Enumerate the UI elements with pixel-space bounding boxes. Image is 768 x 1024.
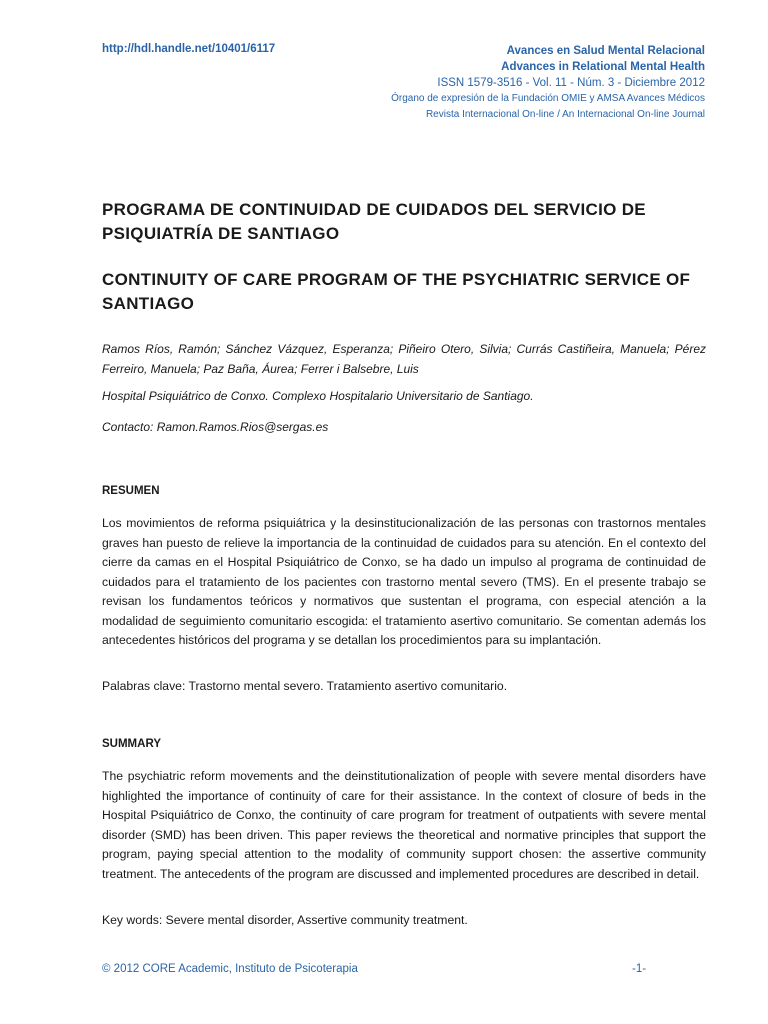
summary-heading: SUMMARY — [102, 738, 161, 750]
article-title-spanish: PROGRAMA DE CONTINUIDAD DE CUIDADOS DEL SERVICIO DE PSIQUIATRÍA DE SANTIAGO — [102, 200, 646, 243]
palabras-clave: Palabras clave: Trastorno mental severo. Tratamiento asertivo comunitario. — [102, 679, 508, 693]
contact-email: Contacto: Ramon.Ramos.Rios@sergas.es — [102, 420, 329, 434]
online-journal-line: Revista Internacional On-line / An Internacional On-line Journal — [425, 109, 705, 120]
page-number: -1- — [632, 963, 647, 975]
resumen-abstract: Los movimientos de reforma psiquiátrica y la desinstitucionalización de las personas con trastornos mentales graves han puesto de relieve la importancia de la continuidad de cuidados para su atención. En el contexto del cierre da camas en el Hospital Psiquiátrico de Conxo, se ha dado un impulso al programa de continuidad de cuidados para el tratamiento de los pacientes con trastorno mental severo (TMS). En el presente trabajo se revisan los fundamentos teóricos y normativos que sustentan el programa, con especial atención a la modalidad de seguimiento comunitario escogida: el tratamiento asertivo comunitario. Se comentan además los antecedentes históricos del programa y se detallan los procedimientos para su implantación. — [102, 516, 706, 647]
affiliation: Hospital Psiquiátrico de Conxo. Complexo Hospitalario Universitario de Santiago. — [102, 389, 534, 403]
footer-copyright: © 2012 CORE Academic, Instituto de Psicoterapia — [102, 963, 358, 975]
issn-line: ISSN 1579-3516 - Vol. 11 - Núm. 3 - Diciembre 2012 — [437, 77, 705, 89]
summary-abstract: The psychiatric reform movements and the deinstitutionalization of people with severe mental disorders have highlighted the importance of continuity of care for their assistance. In the context of closure of beds in the Hospital Psiquiátrico de Conxo, the continuity of care program for treatment of outpatients with severe mental disorder (SMD) has been driven. This paper reviews the theoretical and normative principles that support the program, paying special attention to the modality of community support chosen: the assertive community treatment. The antecedents of the program are discussed and implemented procedures are described in detail. — [102, 769, 706, 881]
organ-line: Órgano de expresión de la Fundación OMIE y AMSA Avances Médicos — [391, 93, 705, 104]
journal-title-es: Avances en Salud Mental Relacional — [506, 45, 705, 57]
author-list: Ramos Ríos, Ramón; Sánchez Vázquez, Esperanza; Piñeiro Otero, Silvia; Currás Castiñeira, Manuela; Pérez Ferreiro, Manuela; Paz Baña, Áurea; Ferrer i Balsebre, Luis — [102, 342, 706, 376]
journal-title-en: Advances in Relational Mental Health — [501, 61, 705, 73]
resumen-heading: RESUMEN — [102, 485, 160, 497]
key-words: Key words: Severe mental disorder, Assertive community treatment. — [102, 913, 468, 927]
journal-header — [391, 43, 705, 123]
article-url-link[interactable]: http://hdl.handle.net/10401/6117 — [102, 43, 276, 55]
article-title-english: CONTINUITY OF CARE PROGRAM OF THE PSYCHIATRIC SERVICE OF SANTIAGO — [102, 270, 691, 313]
